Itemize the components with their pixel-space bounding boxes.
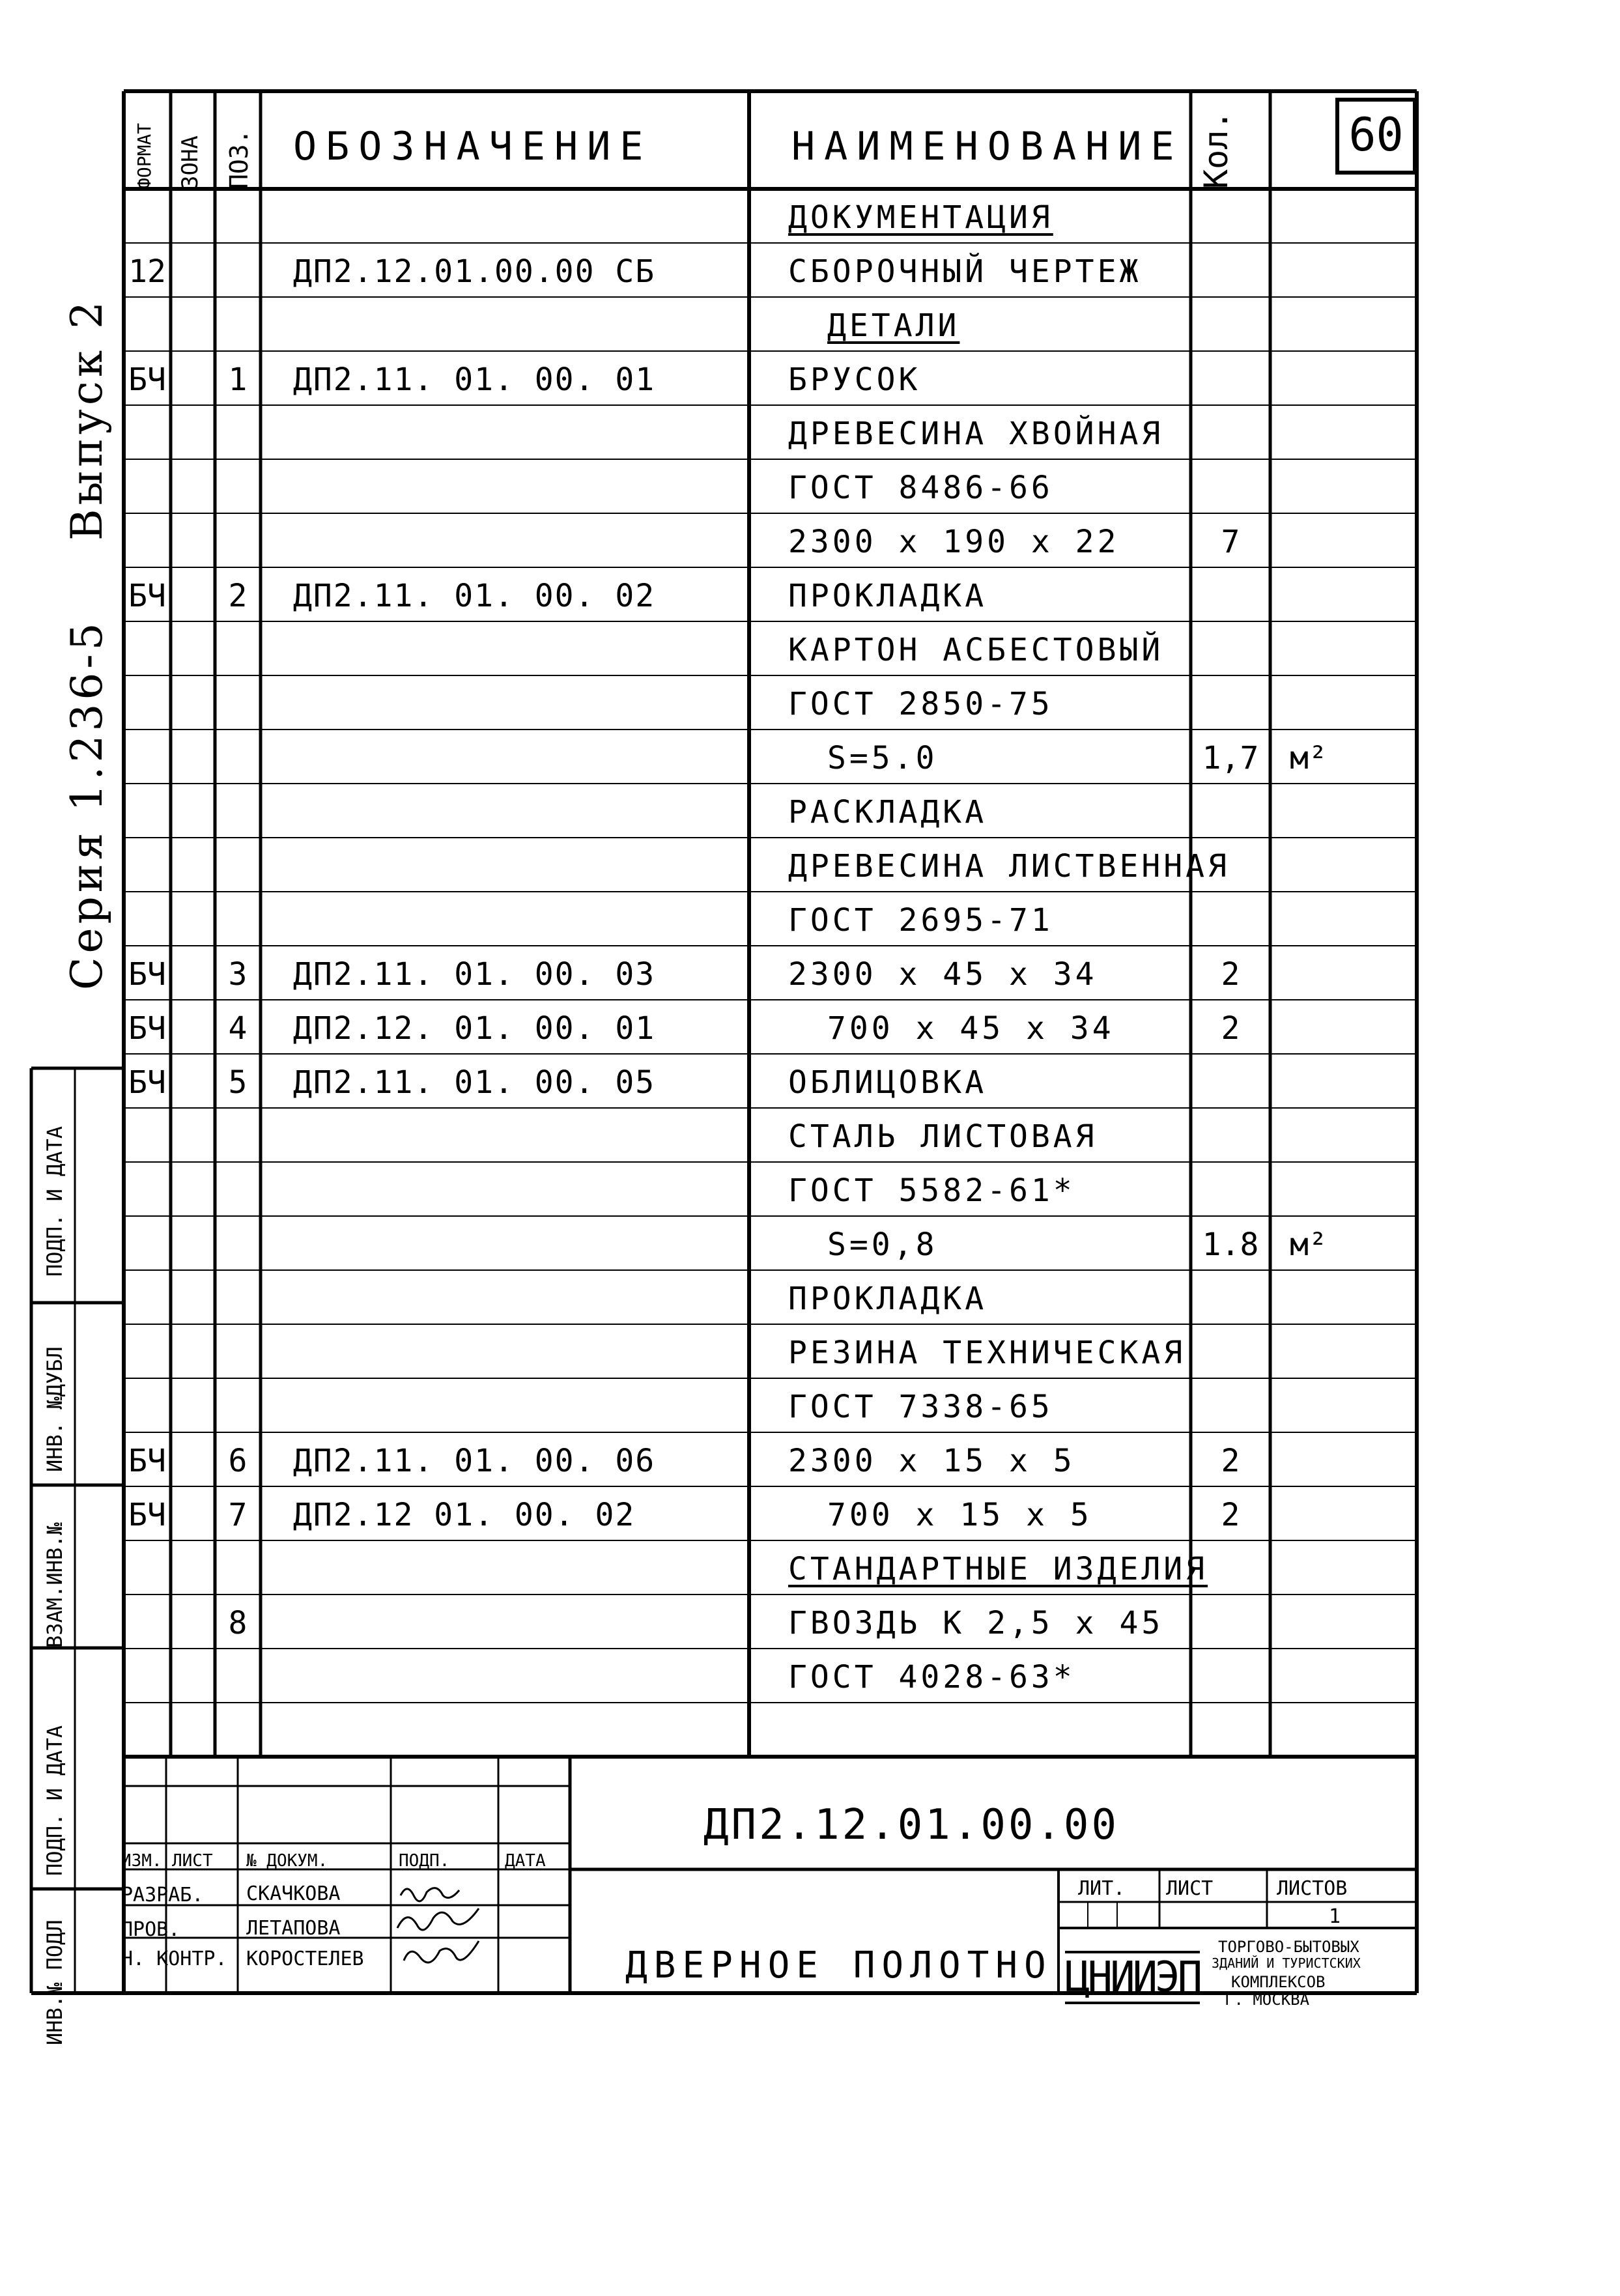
tb-prov-role: ПРОВ. (121, 1918, 180, 1941)
tb-header-podp: ПОДП. (399, 1851, 450, 1871)
tb-razrab-name: СКАЧКОВА (246, 1882, 341, 1905)
row-name: 700 х 15 х 5 (827, 1497, 1092, 1533)
row-fmt: БЧ (128, 361, 166, 398)
tb-nkontr-name: КОРОСТЕЛЕВ (246, 1948, 364, 1970)
row-name: ГОСТ 8486-66 (788, 470, 1053, 506)
org-line3: КОМПЛЕКСОВ (1231, 1973, 1326, 1991)
row-pos: 8 (228, 1605, 248, 1641)
row-name: 2300 х 15 х 5 (788, 1443, 1075, 1479)
row-name: ДЕТАЛИ (827, 307, 960, 344)
doc-title: ДВЕРНОЕ ПОЛОТНО (625, 1944, 1053, 1987)
header-designation: ОБОЗНАЧЕНИЕ (293, 124, 653, 169)
row-name: ГОСТ 7338-65 (788, 1389, 1053, 1425)
row-des: ДП2.12.01.00.00 СБ (293, 253, 656, 290)
tb-header-ndoc: № ДОКУМ. (246, 1851, 328, 1871)
row-fmt: БЧ (128, 956, 166, 993)
row-pos: 3 (228, 956, 248, 993)
row-qty: 1.8 (1202, 1226, 1259, 1263)
row-qty: 2 (1221, 1497, 1240, 1533)
header-name: НАИМЕНОВАНИЕ (791, 124, 1184, 169)
row-des: ДП2.11. 01. 00. 05 (293, 1064, 656, 1101)
tb-sheets-label: ЛИСТОВ (1277, 1877, 1348, 1900)
org-line4: Г. МОСКВА (1225, 1991, 1310, 2009)
row-name: S=0,8 (827, 1226, 938, 1263)
row-name: ГОСТ 5582-61* (788, 1172, 1075, 1209)
row-pos: 4 (228, 1010, 248, 1047)
row-des: ДП2.11. 01. 00. 01 (293, 361, 656, 398)
row-name: 2300 х 45 х 34 (788, 956, 1098, 993)
row-name: 2300 х 190 х 22 (788, 524, 1120, 560)
row-fmt: БЧ (128, 1443, 166, 1479)
tb-sheet-label: ЛИСТ (1166, 1877, 1214, 1900)
row-name: 700 х 45 х 34 (827, 1010, 1115, 1047)
header-format: ФОРМАТ (134, 122, 155, 189)
row-name: ДРЕВЕСИНА ЛИСТВЕННАЯ (788, 848, 1230, 885)
row-name: СБОРОЧНЫЙ ЧЕРТЕЖ (788, 253, 1142, 290)
row-pos: 5 (228, 1064, 248, 1101)
row-des: ДП2.11. 01. 00. 03 (293, 956, 656, 993)
header-pos: ПОЗ. (225, 129, 253, 189)
strip-inv-dubl: ИНВ. №ДУБЛ (42, 1346, 67, 1472)
signatures (394, 1876, 505, 1987)
tb-lit-label: ЛИТ. (1078, 1877, 1126, 1900)
row-name: ГОСТ 2695-71 (788, 902, 1053, 939)
strip-podp-data-bottom: ПОДП. И ДАТА (42, 1725, 67, 1876)
strip-inv-podl: ИНВ.№ ПОДЛ (42, 1920, 67, 2045)
row-name: РАСКЛАДКА (788, 794, 988, 830)
row-fmt: БЧ (128, 1497, 166, 1533)
tb-header-izm: ИЗМ. (121, 1851, 162, 1871)
signature-razrab (401, 1888, 459, 1901)
row-fmt: БЧ (128, 1010, 166, 1047)
row-pos: 1 (228, 361, 248, 398)
row-des: ДП2.12. 01. 00. 01 (293, 1010, 656, 1047)
row-qty: 2 (1221, 1010, 1240, 1047)
issue-label: Выпуск 2 (62, 297, 112, 541)
signature-nkontr (404, 1941, 479, 1963)
row-name: ПРОКЛАДКА (788, 1281, 988, 1317)
tb-nkontr-role: Н. КОНТР. (121, 1948, 227, 1970)
row-name: РЕЗИНА ТЕХНИЧЕСКАЯ (788, 1335, 1186, 1371)
header-qty: Кол. (1197, 110, 1235, 189)
doc-code: ДП2.12.01.00.00 (703, 1801, 1119, 1849)
tb-header-data: ДАТА (505, 1851, 546, 1871)
tb-prov-name: ЛЕТАПОВА (246, 1917, 341, 1940)
row-pos: 7 (228, 1497, 248, 1533)
row-note: м² (1290, 1226, 1328, 1263)
strip-podp-data-top: ПОДП. И ДАТА (42, 1126, 67, 1277)
tb-header-list: ЛИСТ (172, 1851, 213, 1871)
signature-prov (397, 1908, 479, 1930)
org-logo: ЦНИИЭП (1065, 1951, 1200, 2004)
row-fmt: БЧ (128, 578, 166, 614)
row-qty: 2 (1221, 956, 1240, 993)
row-fmt: 12 (128, 253, 166, 290)
row-name: СТАЛЬ ЛИСТОВАЯ (788, 1118, 1098, 1155)
sheet-number: 60 (1348, 108, 1404, 162)
row-name: ГОСТ 2850-75 (788, 686, 1053, 722)
row-qty: 7 (1221, 524, 1240, 560)
header-zone: ЗОНА (177, 135, 203, 189)
row-name: ПРОКЛАДКА (788, 578, 988, 614)
strip-vzam-inv: ВЗАМ.ИНВ.№ (42, 1522, 67, 1648)
org-line2: ЗДАНИЙ И ТУРИСТСКИХ (1212, 1955, 1361, 1971)
row-name: ДОКУМЕНТАЦИЯ (788, 199, 1053, 236)
row-name: ГОСТ 4028-63* (788, 1659, 1075, 1695)
row-name: СТАНДАРТНЫЕ ИЗДЕЛИЯ (788, 1551, 1208, 1587)
row-fmt: БЧ (128, 1064, 166, 1101)
row-des: ДП2.11. 01. 00. 06 (293, 1443, 656, 1479)
row-des: ДП2.11. 01. 00. 02 (293, 578, 656, 614)
row-pos: 2 (228, 578, 248, 614)
series-label: Серия 1.236-5 (62, 619, 112, 990)
row-name: КАРТОН АСБЕСТОВЫЙ (788, 632, 1164, 668)
org-line1: ТОРГОВО-БЫТОВЫХ (1218, 1938, 1359, 1956)
row-name: ОБЛИЦОВКА (788, 1064, 988, 1101)
row-qty: 2 (1221, 1443, 1240, 1479)
tb-sheets-value: 1 (1329, 1905, 1341, 1928)
row-note: м² (1290, 740, 1328, 776)
row-name: БРУСОК (788, 361, 921, 398)
row-name: ДРЕВЕСИНА ХВОЙНАЯ (788, 416, 1164, 452)
row-pos: 6 (228, 1443, 248, 1479)
tb-razrab-role: РАЗРАБ. (121, 1884, 204, 1906)
row-name: S=5.0 (827, 740, 938, 776)
row-name: ГВОЗДЬ К 2,5 х 45 (788, 1605, 1164, 1641)
row-des: ДП2.12 01. 00. 02 (293, 1497, 636, 1533)
row-qty: 1,7 (1202, 740, 1259, 776)
